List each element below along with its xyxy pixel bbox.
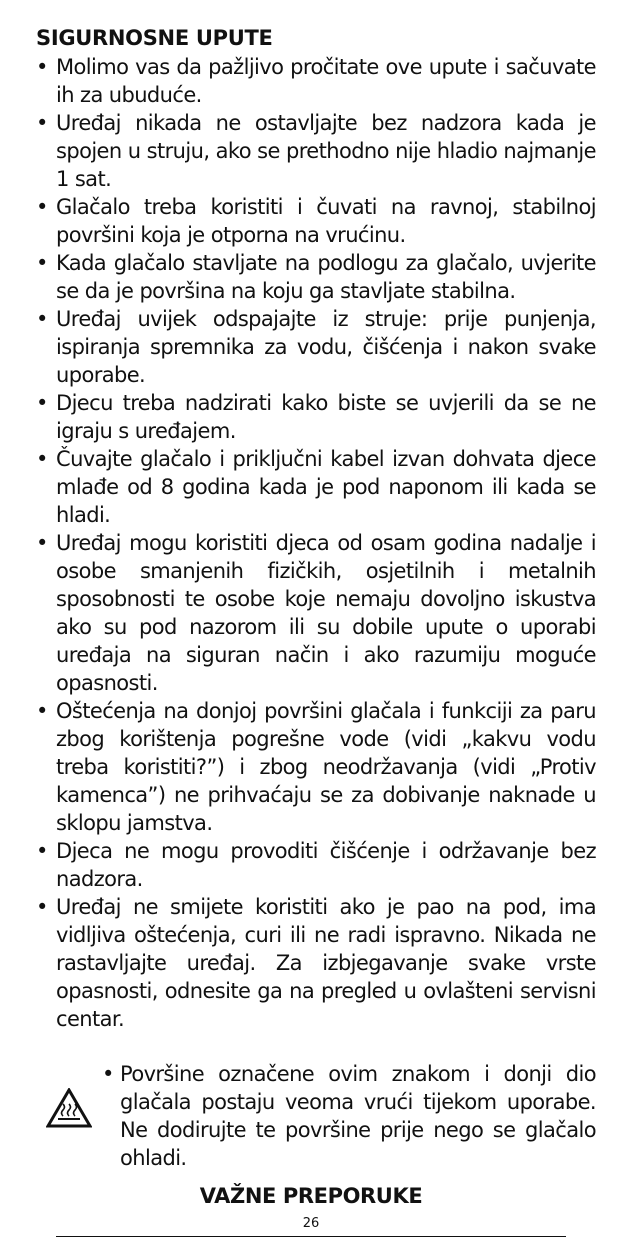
bullet: • — [36, 895, 48, 919]
list-item — [36, 893, 596, 1033]
list-item-text: Uređaj uvijek odspajajte iz struje: prije punjenja, ispiranja spremnika za vodu, čišćenja i nakon svake uporabe. — [56, 307, 596, 387]
list-item — [36, 529, 596, 697]
bullet: • — [36, 251, 48, 275]
bullet: • — [36, 447, 48, 471]
list-item — [36, 697, 596, 837]
footer-rule — [56, 1236, 566, 1237]
list-item — [36, 109, 596, 193]
bullet: • — [36, 839, 48, 863]
list-item-text: Kada glačalo stavljate na podlogu za glačalo, uvjerite se da je površina na koju ga stavljate stabilna. — [56, 251, 596, 303]
bullet: • — [36, 531, 48, 555]
bullet: • — [36, 55, 48, 79]
hot-surface-warning-text — [102, 1060, 596, 1172]
list-item — [36, 53, 596, 109]
list-item — [36, 193, 596, 249]
list-item-text: Uređaj mogu koristiti djeca od osam godina nadalje i osobe smanjenih fizičkih, osjetilnih i metalnih sposobnosti te osobe koje nemaju dovoljno iskustva ako su pod nazorom ili su dobile upute o uporabi uređaja na siguran način i ako razumiju moguće opasnosti. — [56, 531, 596, 695]
list-item-text: Čuvajte glačalo i priključni kabel izvan dohvata djece mlađe od 8 godina kada je pod naponom ili kada se hladi. — [56, 447, 596, 527]
bullet: • — [36, 391, 48, 415]
bullet: • — [102, 1062, 114, 1086]
bullet: • — [36, 307, 48, 331]
list-item-text: Uređaj nikada ne ostavljajte bez nadzora kada je spojen u struju, ako se prethodno nije hladio najmanje 1 sat. — [56, 111, 596, 191]
list-item-text: Molimo vas da pažljivo pročitate ove upute i sačuvate ih za ubuduće. — [56, 55, 596, 107]
list-item — [36, 305, 596, 389]
list-item-text: Oštećenja na donjoj površini glačala i funkciji za paru zbog korištenja pogrešne vode (vidi „kakvu vodu treba koristiti?”) i zbog neodržavanja (vidi „Protiv kamenca”) ne prihvaćaju se za dobivanje naknade u sklopu jamstva. — [56, 699, 596, 835]
section-heading: SIGURNOSNE UPUTE — [36, 26, 273, 50]
list-item-text: Glačalo treba koristiti i čuvati na ravnoj, stabilnoj površini koja je otporna na vrućinu. — [56, 195, 596, 247]
hot-surface-warning — [36, 1060, 596, 1172]
bullet: • — [36, 195, 48, 219]
bullet: • — [36, 111, 48, 135]
list-item — [36, 389, 596, 445]
bullet: • — [36, 699, 48, 723]
list-item — [36, 837, 596, 893]
list-item-text: Uređaj ne smijete koristiti ako je pao na pod, ima vidljiva oštećenja, curi ili ne radi ispravno. Nikada ne rastavljajte uređaj. Za izbjegavanje svake vrste opasnosti, odnesite ga na pregled u ovlašteni servisni centar. — [56, 895, 596, 1031]
section-subheading: VAŽNE PREPORUKE — [199, 1184, 423, 1208]
list-item — [36, 249, 596, 305]
list-item — [36, 445, 596, 529]
hot-surface-warning-icon — [46, 1088, 92, 1128]
list-item-text: Djecu treba nadzirati kako biste se uvjerili da se ne igraju s uređajem. — [56, 391, 596, 443]
safety-instructions-list — [36, 53, 596, 1033]
warning-text: Površine označene ovim znakom i donji dio glačala postaju veoma vrući tijekom uporabe. Ne dodirujte te površine prije nego se glačalo ohladi. — [120, 1062, 596, 1170]
page-number: 26 — [302, 1216, 320, 1231]
list-item-text: Djeca ne mogu provoditi čišćenje i održavanje bez nadzora. — [56, 839, 596, 891]
